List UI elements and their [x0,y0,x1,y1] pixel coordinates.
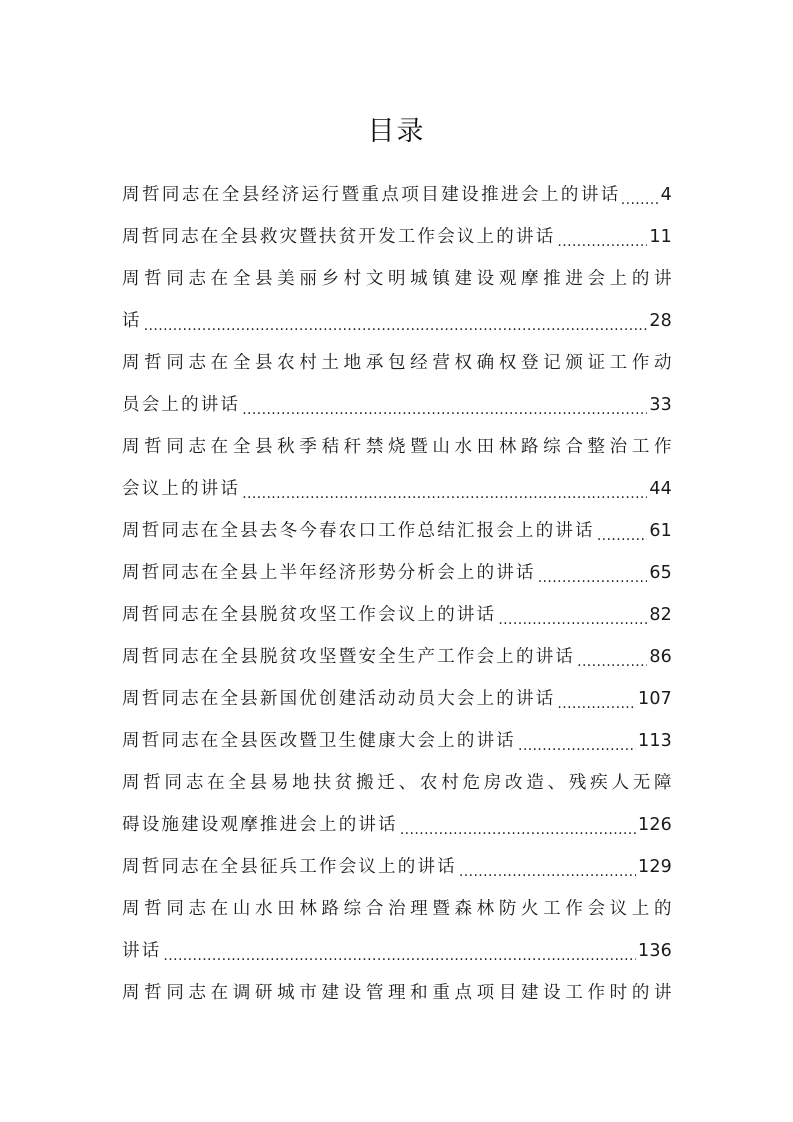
toc-line[interactable] [122,594,672,636]
toc-page-number: 11 [649,227,672,247]
toc-entry-title: 周哲同志在全县上半年经济形势分析会上的讲话 [122,563,536,583]
dot-leader [557,678,636,720]
toc-entry-title: 周哲同志在全县新国优创建活动动员大会上的讲话 [122,689,556,709]
toc-entry-title: 周哲同志在全县救灾暨扶贫开发工作会议上的讲话 [122,227,556,247]
toc-entry-title: 周哲同志在调研城市建设管理和重点项目建设工作时的讲 [122,983,672,1003]
dot-leader [538,552,648,594]
toc-entry-title: 周哲同志在全县农村土地承包经营权确权登记颁证工作动 [122,353,672,373]
toc-line[interactable] [122,636,672,678]
toc-page-number: 107 [637,689,672,709]
toc-entry-title: 员会上的讲话 [122,395,241,415]
dot-leader [518,720,636,762]
toc-line[interactable] [122,342,672,384]
toc-page-number: 28 [649,311,672,331]
dot-leader [400,804,636,846]
toc-entry-title: 周哲同志在全县去冬今春农口工作总结汇报会上的讲话 [122,521,595,541]
dot-leader [242,468,647,510]
toc-line[interactable] [122,930,672,972]
toc-page-number: 4 [660,185,672,205]
toc-page-number: 136 [637,941,672,961]
toc-line[interactable] [122,972,672,1014]
toc-line[interactable] [122,426,672,468]
toc-line[interactable] [122,510,672,552]
toc-entry-title: 讲话 [122,941,162,961]
toc-line[interactable] [122,888,672,930]
toc-entry-title: 周哲同志在全县脱贫攻坚工作会议上的讲话 [122,605,497,625]
toc-page-number: 61 [649,521,672,541]
toc-entry-title: 会议上的讲话 [122,479,241,499]
toc-entry-title: 周哲同志在全县医改暨卫生健康大会上的讲话 [122,731,516,751]
toc-entry-title: 周哲同志在全县秋季秸秆禁烧暨山水田林路综合整治工作 [122,437,672,457]
toc-line[interactable] [122,804,672,846]
table-of-contents [122,174,672,1014]
toc-line[interactable] [122,552,672,594]
dot-leader [498,594,647,636]
toc-page-number: 113 [637,731,672,751]
toc-page-number: 44 [649,479,672,499]
toc-line[interactable] [122,678,672,720]
toc-line[interactable] [122,174,672,216]
toc-line[interactable] [122,762,672,804]
toc-entry-title: 周哲同志在全县脱贫攻坚暨安全生产工作会上的讲话 [122,647,576,667]
toc-page-number: 86 [649,647,672,667]
dot-leader [597,510,648,552]
toc-entry-title: 周哲同志在全县经济运行暨重点项目建设推进会上的讲话 [122,185,621,205]
toc-line[interactable] [122,300,672,342]
toc-entry-title: 话 [122,311,142,331]
toc-line[interactable] [122,720,672,762]
toc-entry-title: 周哲同志在全县易地扶贫搬迁、农村危房改造、残疾人无障 [122,773,672,793]
page-title: 目录 [367,116,426,147]
toc-line[interactable] [122,384,672,426]
toc-entry-title: 周哲同志在全县征兵工作会议上的讲话 [122,857,457,877]
toc-page-number: 65 [649,563,672,583]
toc-line[interactable] [122,846,672,888]
dot-leader [163,930,636,972]
toc-line[interactable] [122,468,672,510]
toc-entry-title: 周哲同志在全县美丽乡村文明城镇建设观摩推进会上的讲 [122,269,672,289]
dot-leader [577,636,647,678]
toc-page-number: 126 [637,815,672,835]
toc-page-number: 33 [649,395,672,415]
dot-leader [242,384,647,426]
dot-leader [459,846,636,888]
toc-page-number: 82 [649,605,672,625]
toc-page-number: 129 [637,857,672,877]
dot-leader [621,174,660,216]
dot-leader [557,216,647,258]
toc-line[interactable] [122,258,672,300]
toc-line[interactable] [122,216,672,258]
toc-entry-title: 周哲同志在山水田林路综合治理暨森林防火工作会议上的 [122,899,672,919]
dot-leader [144,300,648,342]
toc-entry-title: 碍设施建设观摩推进会上的讲话 [122,815,398,835]
